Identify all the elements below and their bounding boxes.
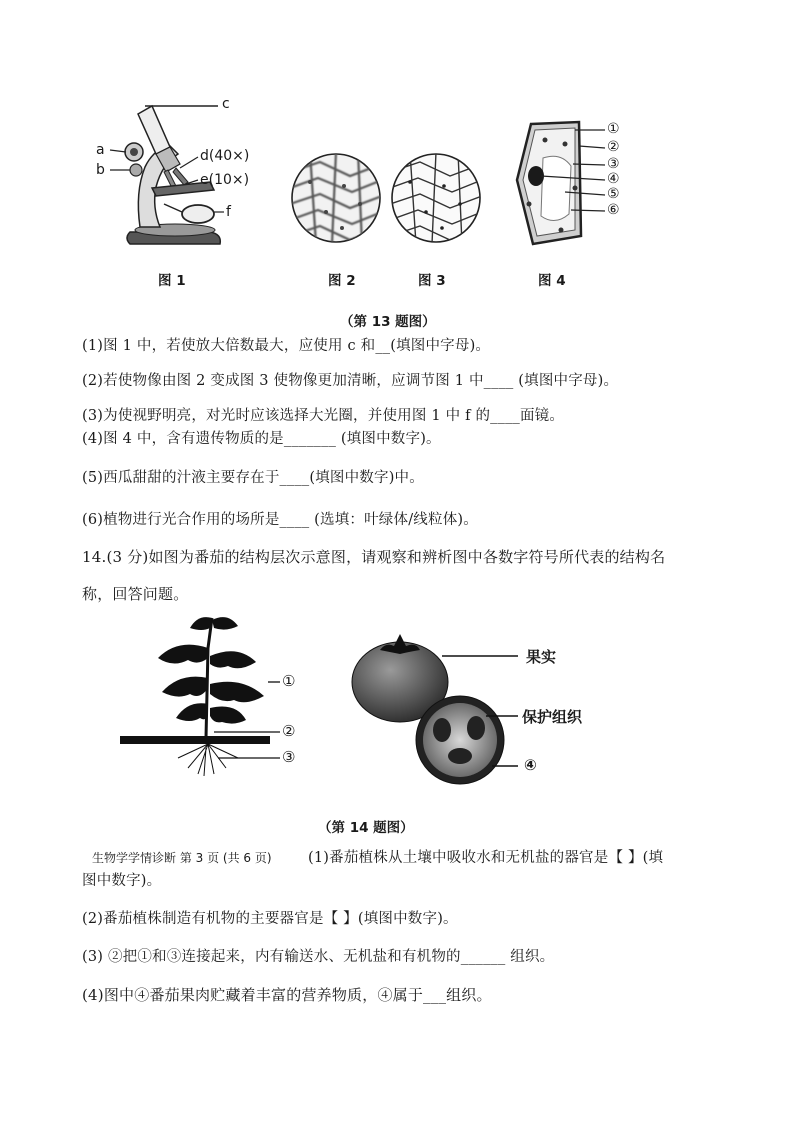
label-a: a [96, 142, 105, 158]
q13-item-6: (6)植物进行光合作用的场所是____ (选填：叶绿体/线粒体)。 [82, 512, 478, 528]
q14-item-1-cont: 图中数字)。 [82, 873, 162, 889]
q14-intro-line-1: 14.(3 分)如图为番茄的结构层次示意图，请观察和辨析图中各数字符号所代表的结构名 [82, 548, 666, 566]
figure-tomato-fruit [350, 630, 600, 790]
cell-label-3: ③ [607, 156, 620, 172]
figure-2-caption: 图 2 [328, 273, 356, 289]
label-f-mirror: f [226, 204, 231, 220]
cells-clear-drawing [390, 152, 482, 244]
q13-item-4: (4)图 4 中，含有遗传物质的是_______ (填图中数字)。 [82, 431, 441, 447]
cell-label-4: ④ [607, 171, 620, 187]
q13-figure-title: （第 13 题图） [340, 314, 436, 330]
q14-item-1: (1)番茄植株从土壤中吸收水和无机盐的器官是【 】(填 [308, 850, 664, 866]
cell-label-1: ① [607, 121, 620, 137]
label-d-objective: d(40×) [200, 148, 250, 164]
figure-4-plant-cell [505, 118, 645, 250]
q13-item-2: (2)若使物像由图 2 变成图 3 使物像更加清晰，应调节图 1 中____ (填图中字母)。 [82, 373, 619, 389]
figure-1-microscope [90, 92, 290, 262]
microscope-drawing [90, 92, 290, 262]
plant-label-2: ② [282, 722, 296, 740]
figure-1-caption: 图 1 [158, 273, 186, 289]
plant-cell-drawing [505, 118, 645, 250]
label-e-objective: e(10×) [200, 172, 250, 188]
figure-tomato-plant [118, 608, 308, 778]
figure-2-cells-blurry [290, 152, 382, 244]
cell-label-6: ⑥ [607, 202, 620, 218]
figure-4-caption: 图 4 [538, 273, 566, 289]
q13-item-5: (5)西瓜甜甜的汁液主要存在于____(填图中数字)中。 [82, 470, 424, 486]
fruit-label-4: ④ [524, 756, 537, 774]
label-c: c [222, 96, 230, 112]
fruit-label: 果实 [526, 648, 557, 666]
cell-label-5: ⑤ [607, 186, 620, 202]
cell-label-2: ② [607, 139, 620, 155]
q13-item-1: (1)图 1 中，若使放大倍数最大，应使用 c 和__(填图中字母)。 [82, 338, 491, 354]
q14-item-3: (3) ②把①和③连接起来，内有输送水、无机盐和有机物的______ 组织。 [82, 949, 555, 965]
plant-label-1: ① [282, 672, 296, 690]
figure-3-caption: 图 3 [418, 273, 446, 289]
page-footer: 生物学学情诊断 第 3 页 (共 6 页) [92, 851, 272, 865]
figure-3-cells-clear [390, 152, 482, 244]
q14-item-2: (2)番茄植株制造有机物的主要器官是【 】(填图中数字)。 [82, 911, 458, 927]
tomato-plant-drawing [118, 608, 308, 778]
label-b: b [96, 162, 105, 178]
protective-tissue-label: 保护组织 [522, 708, 583, 726]
q14-intro-line-2: 称，回答问题。 [82, 585, 189, 603]
q14-item-4: (4)图中④番茄果肉贮藏着丰富的营养物质，④属于___组织。 [82, 986, 492, 1004]
q13-item-3: (3)为使视野明亮，对光时应该选择大光圈，并使用图 1 中 f 的____面镜。 [82, 408, 565, 424]
cells-blurry-drawing [290, 152, 382, 244]
plant-label-3: ③ [282, 748, 296, 766]
q14-figure-title: （第 14 题图） [318, 820, 414, 836]
